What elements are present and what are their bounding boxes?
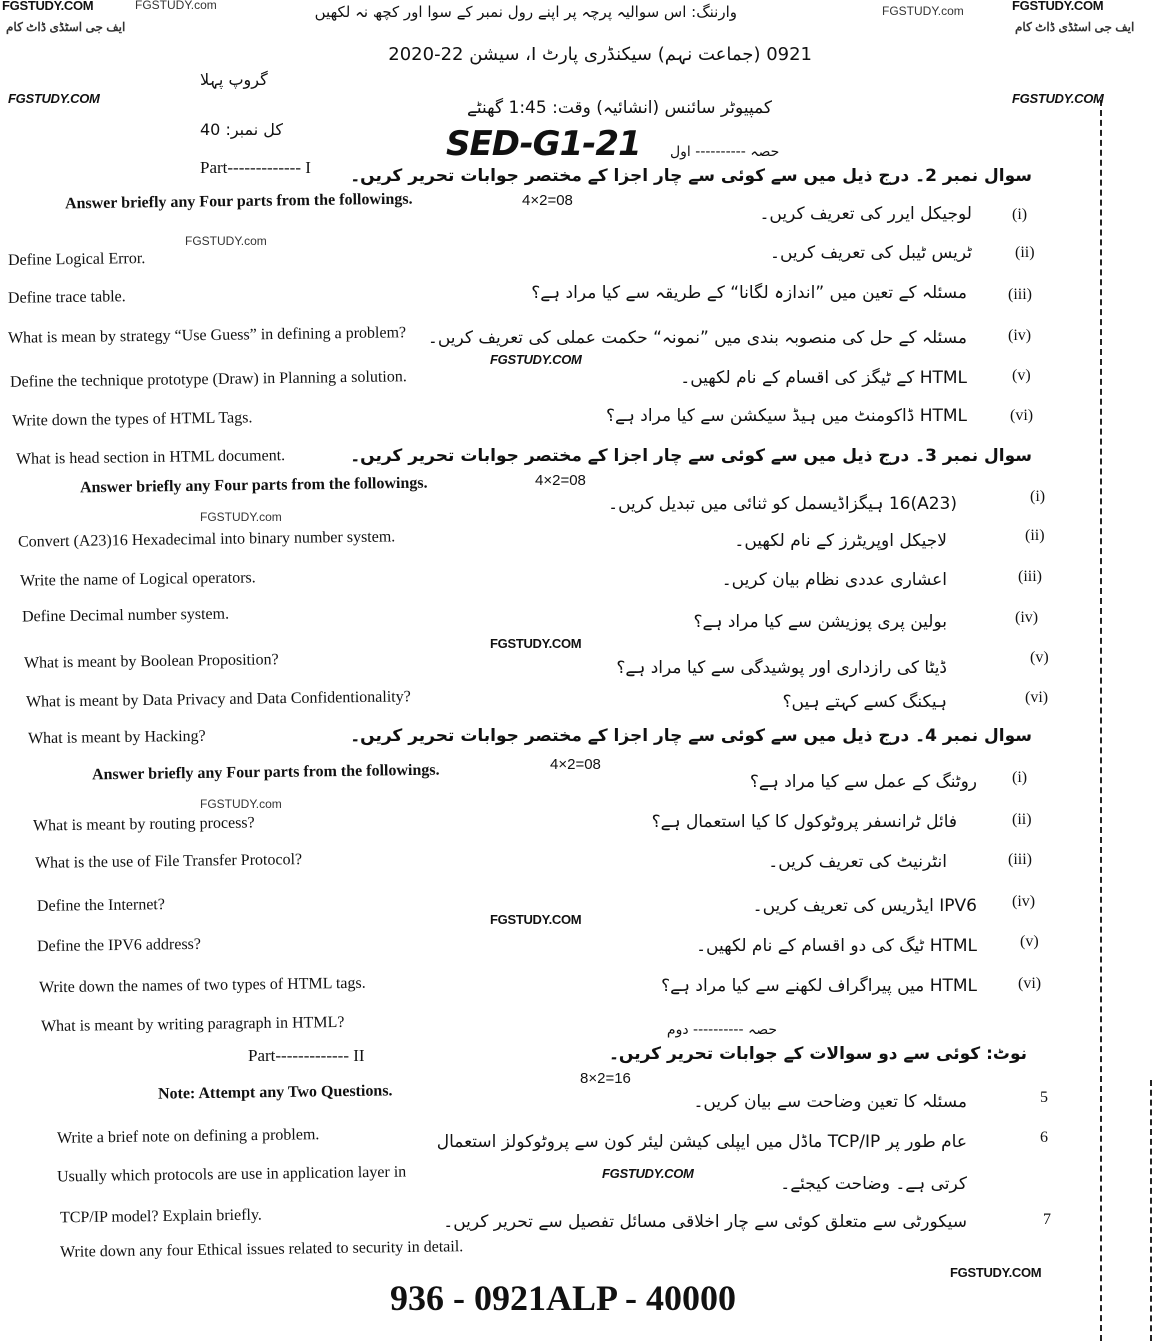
- q4-item-en: What is the use of File Transfer Protocol?: [34, 851, 303, 872]
- q3-item-num: (vi): [1025, 689, 1049, 706]
- q4-item-ur: IPV6 ایڈریس کی تعریف کریں۔: [752, 896, 977, 916]
- q2-item-en: Define trace table.: [7, 288, 126, 307]
- q3-item-en: What is meant by Data Privacy and Data Confidentionality?: [25, 688, 411, 711]
- q4-item-en: Write down the names of two types of HTML tags.: [38, 974, 366, 997]
- q2-item-num: (iii): [1008, 286, 1032, 303]
- part1-urdu: حصہ ---------- اول: [670, 144, 780, 160]
- q4-item-ur: HTML ٹیگ کی دو اقسام کے نام لکھیں۔: [696, 936, 977, 956]
- q3-en-heading: Answer briefly any Four parts from the followings.: [79, 474, 428, 497]
- q2-item-en: What is head section in HTML document.: [15, 447, 286, 468]
- q4-item-num: (i): [1012, 769, 1028, 786]
- q4-marks: 4×2=08: [550, 756, 601, 773]
- q2-item-en: Define the technique prototype (Draw) in Planning a solution.: [9, 368, 407, 391]
- q2-item-ur: مسئلہ کے حل کی منصوبہ بندی میں ”نمونہ“ حکمت عملی کی تعریف کریں۔: [427, 328, 967, 348]
- part2-q-ur: عام طور پر TCP/IP ماڈل میں ایپلی کیشن لیئر کون سے پروٹوکولز استعمال: [436, 1132, 967, 1152]
- q3-item-num: (iv): [1015, 609, 1039, 626]
- subject-time: کمپیوٹر سائنس (انشائیہ) وقت: 1:45 گھنٹے: [466, 98, 772, 118]
- q3-urdu-heading: سوال نمبر 3۔ درج ذیل میں سے کوئی سے چار اجزا کے مختصر جوابات تحریر کریں۔: [350, 446, 1032, 466]
- paper-title: 0921 (جماعت نہم) سیکنڈری پارٹ I، سیشن 22-2020: [388, 44, 812, 65]
- q4-item-en: Define the Internet?: [36, 896, 166, 915]
- scan-edge-line: [1150, 1080, 1152, 1341]
- q3-item-ur: ڈیٹا کی رازداری اور پوشیدگی سے کیا مراد ہے؟: [616, 658, 947, 678]
- part2-q-ur: سیکورٹی سے متعلق کوئی سے چار اخلاقی مسائل تفصیل سے تحریر کریں۔: [443, 1212, 967, 1232]
- q4-item-num: (v): [1020, 933, 1039, 950]
- scan-edge-line: [1100, 100, 1102, 1341]
- part2-q-en: Write a brief note on defining a problem.: [56, 1126, 320, 1147]
- q2-item-ur: HTML ڈاکومنٹ میں ہیڈ سیکشن سے کیا مراد ہے؟: [605, 406, 967, 426]
- q3-item-ur: (A23)16 ہیگزاڈیسمل کو ثنائی میں تبدیل کریں۔: [608, 494, 957, 514]
- watermark: FGSTUDY.COM: [1012, 0, 1104, 13]
- q3-item-num: (ii): [1025, 527, 1045, 544]
- q2-urdu-heading: سوال نمبر 2۔ درج ذیل میں سے کوئی سے چار اجزا کے مختصر جوابات تحریر کریں۔: [350, 166, 1032, 186]
- q4-item-num: (vi): [1018, 975, 1042, 992]
- part2-urdu: حصہ ---------- دوم: [666, 1022, 777, 1038]
- q4-item-num: (iii): [1008, 851, 1032, 868]
- watermark: FGSTUDY.com: [200, 797, 282, 811]
- q2-en-heading: Answer briefly any Four parts from the followings.: [64, 190, 413, 213]
- part2-en-note: Note: Attempt any Two Questions.: [157, 1082, 393, 1103]
- watermark: FGSTUDY.COM: [602, 1166, 694, 1181]
- watermark: FGSTUDY.COM: [8, 91, 100, 106]
- part2-q-num: 6: [1040, 1129, 1048, 1146]
- q3-item-ur: بولین پری پوزیشن سے کیا مراد ہے؟: [693, 612, 947, 632]
- q4-item-ur: انٹرنیٹ کی تعریف کریں۔: [768, 852, 947, 872]
- part2-q-en: Write down any four Ethical issues related to security in detail.: [59, 1238, 464, 1261]
- watermark: FGSTUDY.com: [185, 234, 267, 248]
- q2-item-num: (v): [1012, 367, 1031, 384]
- q3-item-en: Convert (A23)16 Hexadecimal into binary number system.: [17, 528, 396, 551]
- q4-item-en: What is meant by routing process?: [32, 814, 255, 835]
- group-label: گروپ پہلا: [200, 70, 268, 89]
- q3-item-en: Define Decimal number system.: [21, 605, 230, 626]
- q2-item-ur: ٹریس ٹیبل کی تعریف کریں۔: [769, 243, 972, 263]
- q2-item-en: What is mean by strategy “Use Guess” in defining a problem?: [7, 324, 407, 347]
- q2-item-ur: لوجیکل ایرر کی تعریف کریں۔: [759, 204, 972, 224]
- q3-item-num: (i): [1030, 488, 1046, 505]
- q2-item-en: Define Logical Error.: [7, 250, 146, 269]
- q2-item-num: (vi): [1010, 407, 1034, 424]
- watermark: FGSTUDY.COM: [490, 352, 582, 367]
- watermark-urdu: ایف جی اسٹڈی ڈاٹ کام: [6, 20, 126, 34]
- part2-urdu-note: نوٹ: کوئی سے دو سوالات کے جوابات تحریر کریں۔: [608, 1044, 1027, 1064]
- part2-q-en: Usually which protocols are use in application layer in: [56, 1163, 407, 1186]
- q3-item-en: What is meant by Hacking?: [27, 727, 206, 748]
- q4-item-en: What is meant by writing paragraph in HTML?: [40, 1013, 345, 1036]
- part2-q-ur: مسئلہ کا تعین وضاحت سے بیان کریں۔: [693, 1092, 967, 1112]
- watermark: FGSTUDY.com: [135, 0, 217, 12]
- watermark: FGSTUDY.COM: [1012, 91, 1104, 106]
- watermark: FGSTUDY.COM: [950, 1265, 1042, 1280]
- handwritten-code: SED-G1-21: [446, 124, 641, 164]
- q2-item-num: (i): [1012, 206, 1028, 223]
- watermark: FGSTUDY.com: [882, 4, 964, 18]
- q3-item-num: (v): [1030, 649, 1049, 666]
- watermark: FGSTUDY.com: [200, 510, 282, 524]
- q4-item-num: (ii): [1012, 811, 1032, 828]
- part2-q-ur: کرتی ہے۔ وضاحت کیجئے۔: [780, 1174, 967, 1194]
- q3-item-en: Write the name of Logical operators.: [19, 569, 256, 590]
- watermark-urdu: ایف جی اسٹڈی ڈاٹ کام: [1015, 20, 1135, 34]
- part2-heading: Part------------- II: [248, 1046, 365, 1065]
- q2-item-ur: مسئلہ کے تعین میں ”اندازہ لگانا“ کے طریقہ سے کیا مراد ہے؟: [531, 283, 967, 303]
- q2-item-num: (ii): [1015, 244, 1035, 261]
- q3-item-num: (iii): [1018, 568, 1042, 585]
- q4-item-ur: روٹنگ کے عمل سے کیا مراد ہے؟: [749, 772, 977, 792]
- part2-q-num: 5: [1040, 1089, 1048, 1106]
- q4-en-heading: Answer briefly any Four parts from the followings.: [91, 761, 440, 784]
- q3-item-en: What is meant by Boolean Proposition?: [23, 651, 279, 672]
- paper-code-footer: 936 - 0921ALP - 40000: [390, 1278, 736, 1318]
- q4-urdu-heading: سوال نمبر 4۔ درج ذیل میں سے کوئی سے چار اجزا کے مختصر جوابات تحریر کریں۔: [350, 726, 1032, 746]
- q3-marks: 4×2=08: [535, 472, 586, 489]
- q3-item-ur: لاجیکل اوپریٹرز کے نام لکھیں۔: [734, 531, 947, 551]
- q3-item-ur: ہیکنگ کسے کہتے ہیں؟: [782, 692, 947, 712]
- q2-marks: 4×2=08: [522, 192, 573, 209]
- part2-q-en: TCP/IP model? Explain briefly.: [59, 1206, 262, 1227]
- q4-item-en: Define the IPV6 address?: [36, 935, 202, 956]
- q2-item-ur: HTML کے ٹیگز کی اقسام کے نام لکھیں۔: [680, 368, 967, 388]
- watermark: FGSTUDY.COM: [490, 636, 582, 651]
- warning-text: وارننگ: اس سوالیہ پرچہ پر اپنے رول نمبر کے سوا اور کچھ نہ لکھیں: [314, 3, 737, 21]
- watermark: FGSTUDY.COM: [2, 0, 94, 13]
- part2-marks: 8×2=16: [580, 1070, 631, 1087]
- q2-item-en: Write down the types of HTML Tags.: [11, 409, 253, 430]
- part1-heading: Part------------- I: [200, 158, 311, 177]
- q3-item-ur: اعشاری عددی نظام بیان کریں۔: [721, 570, 947, 590]
- total-marks: کل نمبر: 40: [200, 120, 284, 139]
- part2-q-num: 7: [1043, 1211, 1051, 1228]
- q4-item-ur: HTML میں پیراگراف لکھنے سے کیا مراد ہے؟: [661, 976, 977, 996]
- q4-item-num: (iv): [1012, 893, 1036, 910]
- q4-item-ur: فائل ٹرانسفر پروٹوکول کا کیا استعمال ہے؟: [651, 812, 957, 832]
- q2-item-num: (iv): [1008, 327, 1032, 344]
- watermark: FGSTUDY.COM: [490, 912, 582, 927]
